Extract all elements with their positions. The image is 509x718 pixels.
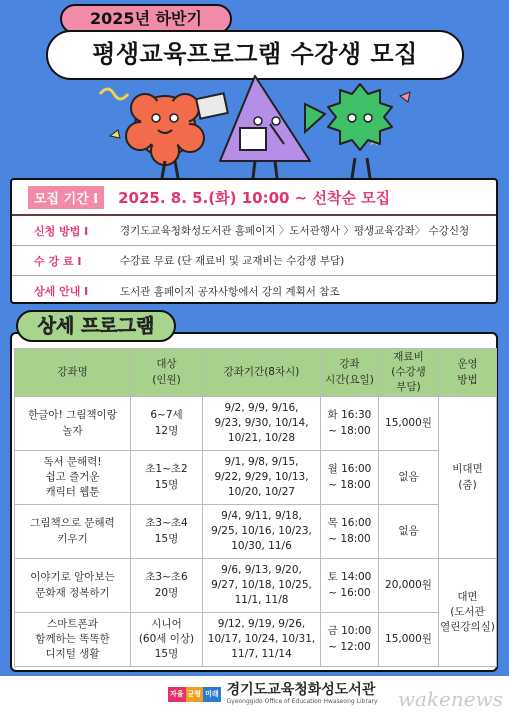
course-fee: 없음 — [379, 505, 439, 559]
course-time: 금 10:00 ~ 12:00 — [321, 613, 379, 667]
column-header: 대상 (인원) — [131, 349, 203, 397]
logo-mark — [168, 687, 221, 702]
course-period: 9/12, 9/19, 9/26, 10/17, 10/24, 10/31, 11/7, 11/14 — [203, 613, 321, 667]
table-row — [15, 505, 497, 559]
library-logo — [168, 682, 378, 706]
info-row-value: 경기도교육청화성도서관 홈페이지 〉도서관행사 〉평생교육강좌〉 수강신청 — [120, 225, 470, 237]
course-target: 시니어 (60세 이상) 15명 — [131, 613, 203, 667]
column-header: 강좌 시간(요일) — [321, 349, 379, 397]
info-row-details — [12, 276, 496, 306]
course-time: 월 16:00 ~ 18:00 — [321, 451, 379, 505]
course-target: 초3~초6 20명 — [131, 559, 203, 613]
course-name: 스마트폰과 함께하는 똑똑한 디지털 생활 — [15, 613, 131, 667]
course-fee: 없음 — [379, 451, 439, 505]
column-header: 운영 방법 — [439, 349, 497, 397]
course-period: 9/6, 9/13, 9/20, 9/27, 10/18, 10/25, 11/1, 11/8 — [203, 559, 321, 613]
course-period: 9/4, 9/11, 9/18, 9/25, 10/16, 10/23, 10/30, 11/6 — [203, 505, 321, 559]
course-method-online: 비대면 (줌) — [439, 397, 497, 559]
course-time: 화 16:30 ~ 18:00 — [321, 397, 379, 451]
course-name: 한글아! 그림책이랑 놀자 — [15, 397, 131, 451]
recruitment-period-row — [12, 180, 496, 216]
org-name-kr: 경기도교육청화성도서관 — [226, 682, 376, 698]
org-name-en: Gyeonggido Office of Education Hwaseong Library — [226, 698, 378, 705]
course-method-offline: 대면 (도서관 열린강의실) — [439, 559, 497, 667]
info-row-label: 상세 안내 I — [34, 285, 89, 298]
course-name: 이야기로 알아보는 문화재 정복하기 — [15, 559, 131, 613]
course-time: 토 14:00 ~ 16:00 — [321, 559, 379, 613]
watermark: wakenews — [397, 687, 503, 711]
course-target: 초1~초2 15명 — [131, 451, 203, 505]
table-row — [15, 613, 497, 667]
course-time: 목 16:00 ~ 18:00 — [321, 505, 379, 559]
logo-part: 미래 — [203, 687, 221, 702]
info-row-fee — [12, 246, 496, 276]
course-period: 9/1, 9/8, 9/15, 9/22, 9/29, 10/13, 10/20, 10/27 — [203, 451, 321, 505]
course-fee: 15,000원 — [379, 397, 439, 451]
course-name: 그림책으로 문해력 키우기 — [15, 505, 131, 559]
info-row-value: 도서관 홈페이지 공자사항에서 강의 계획서 참조 — [120, 285, 340, 298]
course-target: 6~7세 12명 — [131, 397, 203, 451]
table-row — [15, 397, 497, 451]
table-row — [15, 559, 497, 613]
column-header: 재료비 (수강생 부담) — [379, 349, 439, 397]
logo-part: 자율 — [168, 687, 186, 702]
course-period: 9/2, 9/9, 9/16, 9/23, 9/30, 10/14, 10/21, 10/28 — [203, 397, 321, 451]
info-row-value: 수강료 무료 (단 재료비 및 교재비는 수강생 부담) — [120, 255, 345, 267]
course-target: 초3~초4 15명 — [131, 505, 203, 559]
course-fee: 20,000원 — [379, 559, 439, 613]
recruitment-info-box — [10, 178, 498, 304]
detail-program-title: 상세 프로그램 — [16, 310, 176, 342]
column-header: 강좌명 — [15, 349, 131, 397]
table-row — [15, 451, 497, 505]
info-row-label: 수 강 료 I — [34, 254, 82, 268]
period-label: 모집 기간 I — [28, 186, 104, 209]
character-illustration — [70, 66, 440, 184]
info-row-label: 신청 방법 I — [34, 224, 89, 238]
year-badge: 2025년 하반기 — [60, 4, 232, 34]
program-table — [14, 348, 497, 667]
column-header: 강좌기간(8차시) — [203, 349, 321, 397]
info-row-apply — [12, 216, 496, 246]
page-title: 평생교육프로그램 수강생 모집 — [46, 30, 464, 80]
period-value: 2025. 8. 5.(화) 10:00 ~ 선착순 모집 — [118, 188, 391, 207]
table-header-row — [15, 349, 497, 397]
course-fee: 15,000원 — [379, 613, 439, 667]
logo-part: 균형 — [186, 687, 204, 702]
program-table-container — [10, 332, 498, 672]
course-name: 독서 문해력! 쉽고 즐거운 캐릭터 웹툰 — [15, 451, 131, 505]
